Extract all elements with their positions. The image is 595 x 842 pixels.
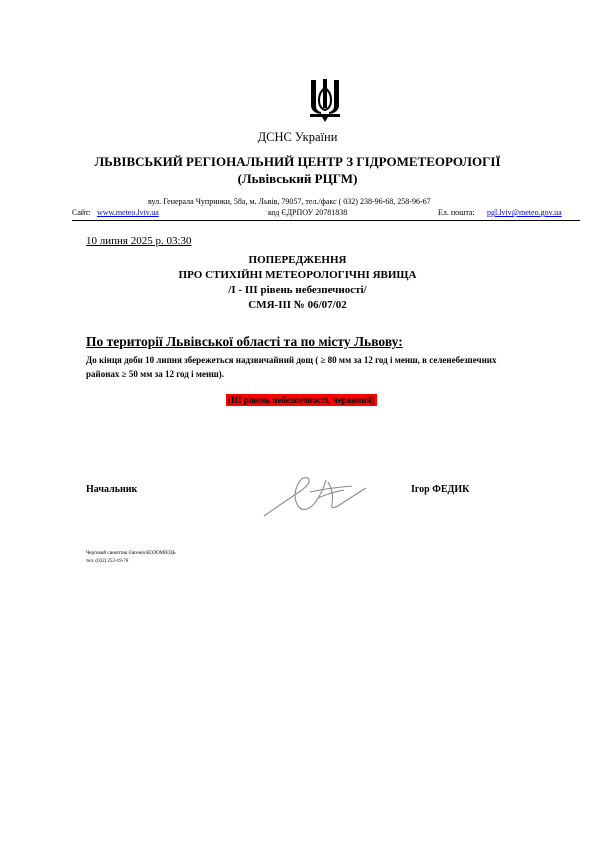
site-link[interactable]: www.meteo.lviv.ua: [97, 208, 159, 217]
executor-info: [86, 550, 176, 566]
warning-number: СМЯ-ІІІ № 06/07/02: [248, 299, 347, 311]
signatory-name: Ігор ФЕДИК: [411, 484, 470, 495]
contacts-line: [72, 208, 580, 221]
document-date: 10 липня 2025 р. 03:30: [86, 235, 192, 247]
warning-level-range: /І - ІІІ рівень небезпечності/: [228, 284, 367, 296]
forecast-text: До кінця доби 10 липня збережеться надзвичайний дощ ( ≥ 80 мм за 12 год і менш, в селенебезпечних районах ≥ 50 мм за 12 год і менш).: [86, 355, 497, 379]
trident-emblem-icon: [308, 78, 342, 122]
site-label: Сайт:: [72, 208, 91, 217]
signatory-title: Начальник: [86, 484, 138, 495]
organization-name: ЛЬВІВСЬКИЙ РЕГІОНАЛЬНИЙ ЦЕНТР З ГІДРОМЕТЕОРОЛОГІЇ: [94, 154, 501, 169]
executor-phone: тел. (032) 253-19-76: [86, 559, 129, 564]
organization-short-name: (Львівський РЦГМ): [237, 171, 358, 186]
address-line: вул. Генерала Чупринки, 58а, м. Львів, 79057, тел./факс ( 032) 238-96-68, 258-96-67: [148, 197, 431, 206]
handwritten-signature: [262, 470, 372, 520]
warning-subtitle: ПРО СТИХІЙНІ МЕТЕОРОЛОГІЧНІ ЯВИЩА: [178, 269, 417, 281]
edrpou-code: код ЄДРПОУ 20781838: [268, 208, 348, 217]
warning-title: ПОПЕРЕДЖЕННЯ: [248, 254, 347, 266]
email-label: Ел. пошта:: [438, 208, 475, 217]
danger-level-badge: (ІІІ рівень небезпечності, червоний): [228, 395, 375, 405]
email-link[interactable]: pgl.lviv@meteo.gov.ua: [487, 208, 562, 217]
agency-name: ДСНС України: [257, 130, 338, 144]
region-heading: По території Львівської області та по місту Львову:: [86, 334, 403, 349]
executor-name: Черговий синоптик Євгенія КОЛОМІЄЦЬ: [86, 551, 176, 556]
